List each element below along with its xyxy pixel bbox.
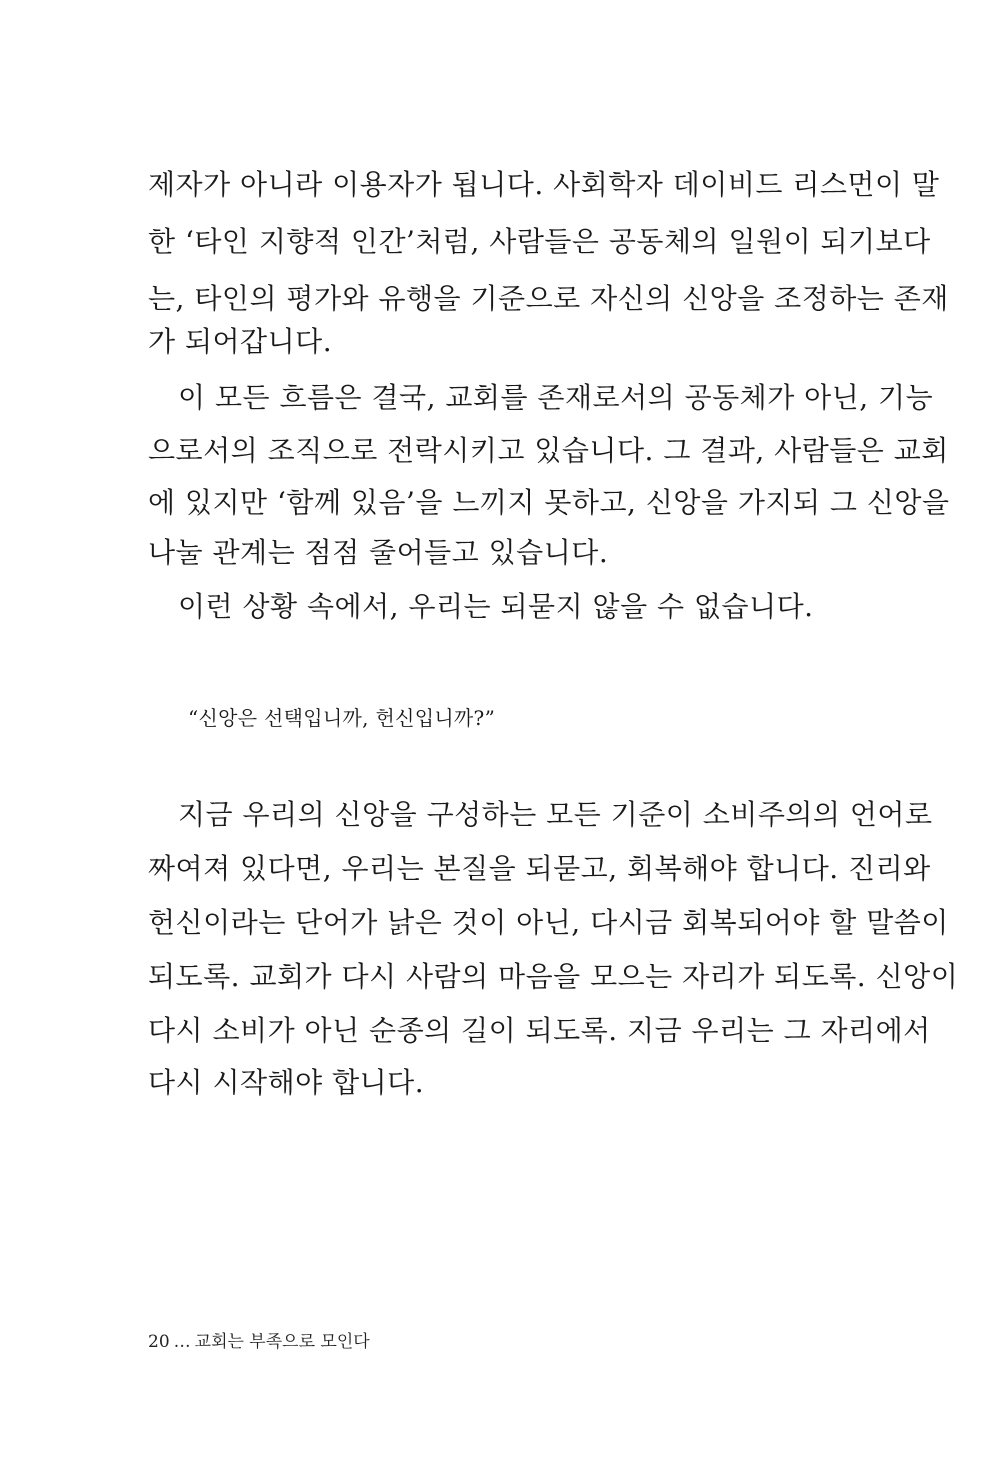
footer-separator: … [173, 1332, 191, 1352]
page-number: 20 [148, 1332, 170, 1352]
paragraph-line: 되도록. 교회가 다시 사람의 마음을 모으는 자리가 되도록. 신앙이 [148, 960, 959, 993]
paragraph-line: 다시 시작해야 합니다. [148, 1066, 425, 1099]
paragraph-line: 짜여져 있다면, 우리는 본질을 되묻고, 회복해야 합니다. 진리와 [148, 852, 931, 885]
paragraph-line: 이 모든 흐름은 결국, 교회를 존재로서의 공동체가 아닌, 기능 [178, 381, 934, 414]
page-footer [148, 1331, 370, 1353]
paragraph-line: 제자가 아니라 이용자가 됩니다. 사회학자 데이비드 리스먼이 말 [148, 168, 940, 201]
paragraph-line: 으로서의 조직으로 전락시키고 있습니다. 그 결과, 사람들은 교회 [148, 434, 949, 467]
paragraph-line: 이런 상황 속에서, 우리는 되묻지 않을 수 없습니다. [178, 590, 814, 623]
paragraph-line: 다시 소비가 아닌 순종의 길이 되도록. 지금 우리는 그 자리에서 [148, 1014, 931, 1047]
paragraph-line: 한 ‘타인 지향적 인간’처럼, 사람들은 공동체의 일원이 되기보다 [148, 225, 931, 258]
paragraph-line: 헌신이라는 단어가 낡은 것이 아닌, 다시금 회복되어야 할 말씀이 [148, 906, 949, 939]
paragraph-line: 가 되어갑니다. [148, 325, 333, 358]
paragraph-line: 지금 우리의 신앙을 구성하는 모든 기준이 소비주의의 언어로 [178, 798, 933, 831]
block-quote: “신앙은 선택입니까, 헌신입니까?” [188, 706, 496, 730]
paragraph-line: 는, 타인의 평가와 유행을 기준으로 자신의 신앙을 조정하는 존재 [148, 282, 949, 315]
paragraph-line: 에 있지만 ‘함께 있음’을 느끼지 못하고, 신앙을 가지되 그 신앙을 [148, 486, 950, 519]
paragraph-line: 나눌 관계는 점점 줄어들고 있습니다. [148, 536, 609, 569]
running-title: 교회는 부족으로 모인다 [194, 1332, 370, 1352]
